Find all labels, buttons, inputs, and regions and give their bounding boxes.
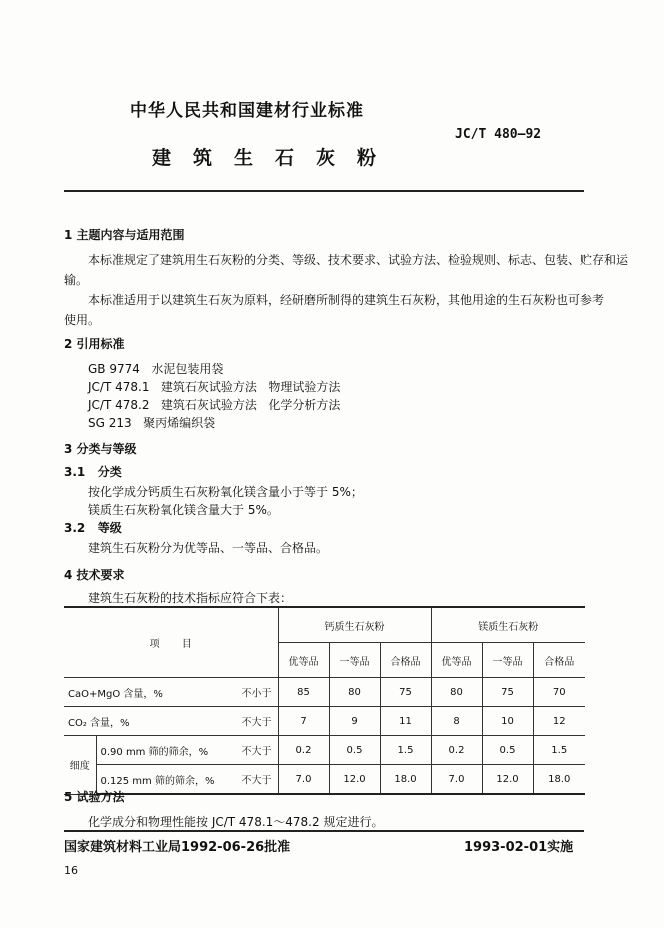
table-cell: 12.0 <box>329 765 380 795</box>
group-header-calcium: 钙质生石灰粉 <box>278 607 431 643</box>
table-row <box>64 678 585 707</box>
row-limit: 不大于 <box>241 746 272 758</box>
row-name: CaO+MgO 含量，% <box>68 688 163 700</box>
reference-item: JC/T 478.2 建筑石灰试验方法 化学分析方法 <box>88 398 341 412</box>
section-1-paragraph-1-line-2: 输。 <box>64 273 89 287</box>
row-limit: 不小于 <box>241 688 272 700</box>
table-cell: 12.0 <box>482 765 533 795</box>
section-3-1-line-2: 镁质生石灰粉氧化镁含量大于 5%。 <box>88 503 279 517</box>
table-cell: 0.5 <box>482 736 533 765</box>
section-3-heading: 3 分类与等级 <box>64 442 137 456</box>
grade-header: 一等品 <box>329 643 380 678</box>
table-cell: 8 <box>431 707 482 736</box>
grade-header: 一等品 <box>482 643 533 678</box>
group-header-magnesium: 镁质生石灰粉 <box>431 607 585 643</box>
table-cell: 18.0 <box>380 765 431 795</box>
section-1-paragraph-2-line-2: 使用。 <box>64 313 101 327</box>
section-4-heading: 4 技术要求 <box>64 568 125 582</box>
table-cell: 7.0 <box>278 765 329 795</box>
fineness-label: 细度 <box>64 736 96 795</box>
grade-header: 优等品 <box>431 643 482 678</box>
table-cell: 75 <box>482 678 533 707</box>
table-cell: 70 <box>533 678 585 707</box>
section-1-paragraph-1-line-1: 本标准规定了建筑用生石灰粉的分类、等级、技术要求、试验方法、检验规则、标志、包装、贮存和运 <box>88 253 629 267</box>
row-label <box>96 736 278 765</box>
table-cell: 7 <box>278 707 329 736</box>
item-header: 项 目 <box>64 607 278 678</box>
row-limit: 不大于 <box>241 717 272 729</box>
row-name: 0.90 mm 筛的筛余，% <box>100 746 209 758</box>
table-cell: 11 <box>380 707 431 736</box>
issuing-organization: 中华人民共和国建材行业标准 <box>130 101 364 121</box>
grade-header: 优等品 <box>278 643 329 678</box>
table-row <box>64 707 585 736</box>
table-cell: 75 <box>380 678 431 707</box>
reference-item: GB 9774 水泥包装用袋 <box>88 362 224 376</box>
footer-rule <box>64 830 584 832</box>
section-3-1-line-1: 按化学成分钙质生石灰粉氧化镁含量小于等于 5%； <box>88 485 363 499</box>
page-number: 16 <box>64 864 78 877</box>
section-3-2-heading: 3.2 等级 <box>64 521 122 535</box>
table-cell: 18.0 <box>533 765 585 795</box>
table-cell: 7.0 <box>431 765 482 795</box>
section-3-1-heading: 3.1 分类 <box>64 465 122 479</box>
table-row <box>64 765 585 795</box>
standard-code: JC/T 480—92 <box>455 127 542 142</box>
table-cell: 80 <box>431 678 482 707</box>
section-4-intro: 建筑生石灰粉的技术指标应符合下表： <box>88 591 293 605</box>
table-cell: 1.5 <box>380 736 431 765</box>
row-label <box>64 707 278 736</box>
table-cell: 12 <box>533 707 585 736</box>
table-cell: 1.5 <box>533 736 585 765</box>
table-cell: 85 <box>278 678 329 707</box>
implementation-date: 1993-02-01实施 <box>464 840 574 855</box>
table-row <box>64 736 585 765</box>
table-cell: 0.2 <box>431 736 482 765</box>
reference-item: SG 213 聚丙烯编织袋 <box>88 416 216 430</box>
grade-header: 合格品 <box>380 643 431 678</box>
section-1-paragraph-2-line-1: 本标准适用于以建筑生石灰为原料，经研磨所制得的建筑生石灰粉，其他用途的生石灰粉也可参考 <box>88 293 605 307</box>
row-name: CO₂ 含量，% <box>68 717 130 729</box>
section-5-line-1: 化学成分和物理性能按 JC/T 478.1～478.2 规定进行。 <box>88 815 384 829</box>
table-cell: 10 <box>482 707 533 736</box>
row-name: 0.125 mm 筛的筛余，% <box>100 775 215 787</box>
table-cell: 9 <box>329 707 380 736</box>
technical-requirements-table <box>64 606 585 795</box>
table-cell: 0.2 <box>278 736 329 765</box>
row-label <box>64 678 278 707</box>
section-3-2-line-1: 建筑生石灰粉分为优等品、一等品、合格品。 <box>88 541 329 555</box>
header-rule <box>64 190 584 192</box>
section-2-heading: 2 引用标准 <box>64 337 125 351</box>
reference-item: JC/T 478.1 建筑石灰试验方法 物理试验方法 <box>88 380 341 394</box>
section-1-heading: 1 主题内容与适用范围 <box>64 228 185 242</box>
grade-header: 合格品 <box>533 643 585 678</box>
table-cell: 0.5 <box>329 736 380 765</box>
table-header-row <box>64 607 585 643</box>
approval-date: 国家建筑材料工业局1992-06-26批准 <box>64 840 291 855</box>
table-cell: 80 <box>329 678 380 707</box>
section-5-heading: 5 试验方法 <box>64 790 125 804</box>
document-title: 建筑生石灰粉 <box>152 147 399 169</box>
row-limit: 不大于 <box>241 775 272 787</box>
